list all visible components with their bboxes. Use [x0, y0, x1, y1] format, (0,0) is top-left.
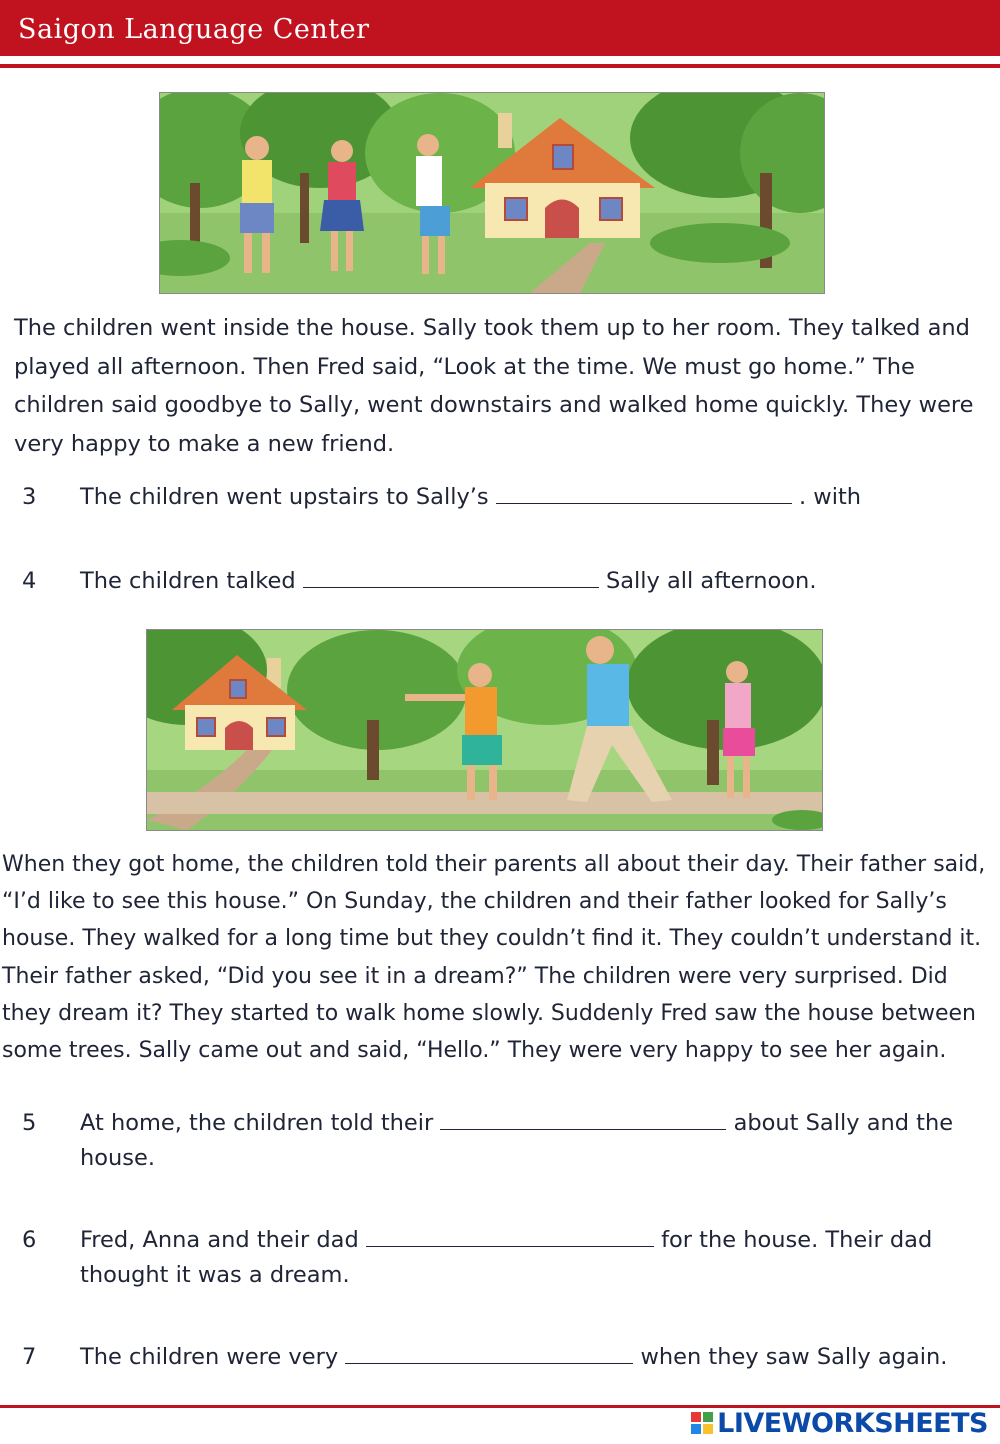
- reading-passage-1: The children went inside the house. Sally took them up to her room. They talked and played all afternoon. Then Fred said, “Look at the time. We must go home.” The children said goodbye to Sally, went downstairs and walked home quickly. They were very happy to make a new friend.: [14, 315, 974, 457]
- illustration-children-at-house: [159, 92, 825, 294]
- question-number: 7: [22, 1344, 37, 1370]
- answer-blank-4[interactable]: [303, 565, 599, 588]
- liveworksheets-brand[interactable]: [691, 1407, 988, 1439]
- reading-passage-2: When they got home, the children told their parents all about their day. Their father said, “I’d like to see this house.” On Sunday, the children and their father looked for Sally’s house. They walked for a long time but they couldn’t find it. They couldn’t understand it. Their father asked, “Did you see it in a dream?” The children were very surprised. Did they dream it? They started to walk home slowly. Suddenly Fred saw the house between some trees. Sally came out and said, “Hello.” They were very happy to see her again.: [2, 852, 986, 1064]
- answer-blank-5[interactable]: [440, 1107, 726, 1130]
- question-text: Fred, Anna and their dad: [80, 1227, 366, 1253]
- question-text-end: Sally all afternoon.: [605, 568, 817, 594]
- answer-blank-7[interactable]: [345, 1341, 633, 1364]
- school-title: Saigon Language Center: [18, 14, 370, 45]
- question-5: [0, 1106, 1000, 1178]
- question-number: 5: [22, 1110, 37, 1136]
- question-4: [0, 564, 1000, 600]
- answer-blank-3[interactable]: [496, 481, 792, 504]
- illustration-family-walking: [146, 629, 823, 831]
- question-3: [0, 480, 1000, 516]
- header-divider: [0, 64, 1000, 68]
- question-text-end: when they saw Sally again.: [640, 1344, 948, 1370]
- page-header: [0, 0, 1000, 56]
- question-text: At home, the children told their: [80, 1110, 441, 1136]
- question-6: [0, 1223, 1000, 1295]
- question-text: The children went upstairs to Sally’s: [80, 484, 489, 510]
- question-text: The children were very: [80, 1344, 346, 1370]
- question-text-end: about Sally and the house.: [80, 1110, 954, 1171]
- question-text: The children talked: [80, 568, 303, 594]
- question-number: 4: [22, 568, 37, 594]
- liveworksheets-logo-icon: [691, 1412, 713, 1434]
- question-7: [0, 1340, 1000, 1376]
- answer-blank-6[interactable]: [366, 1224, 654, 1247]
- question-text-end: for the house. Their dad thought it was a dream.: [80, 1227, 933, 1288]
- question-number: 6: [22, 1227, 37, 1253]
- question-number: 3: [22, 484, 37, 510]
- question-text-end: . with: [798, 484, 862, 510]
- brand-name: LIVEWORKSHEETS: [717, 1407, 988, 1439]
